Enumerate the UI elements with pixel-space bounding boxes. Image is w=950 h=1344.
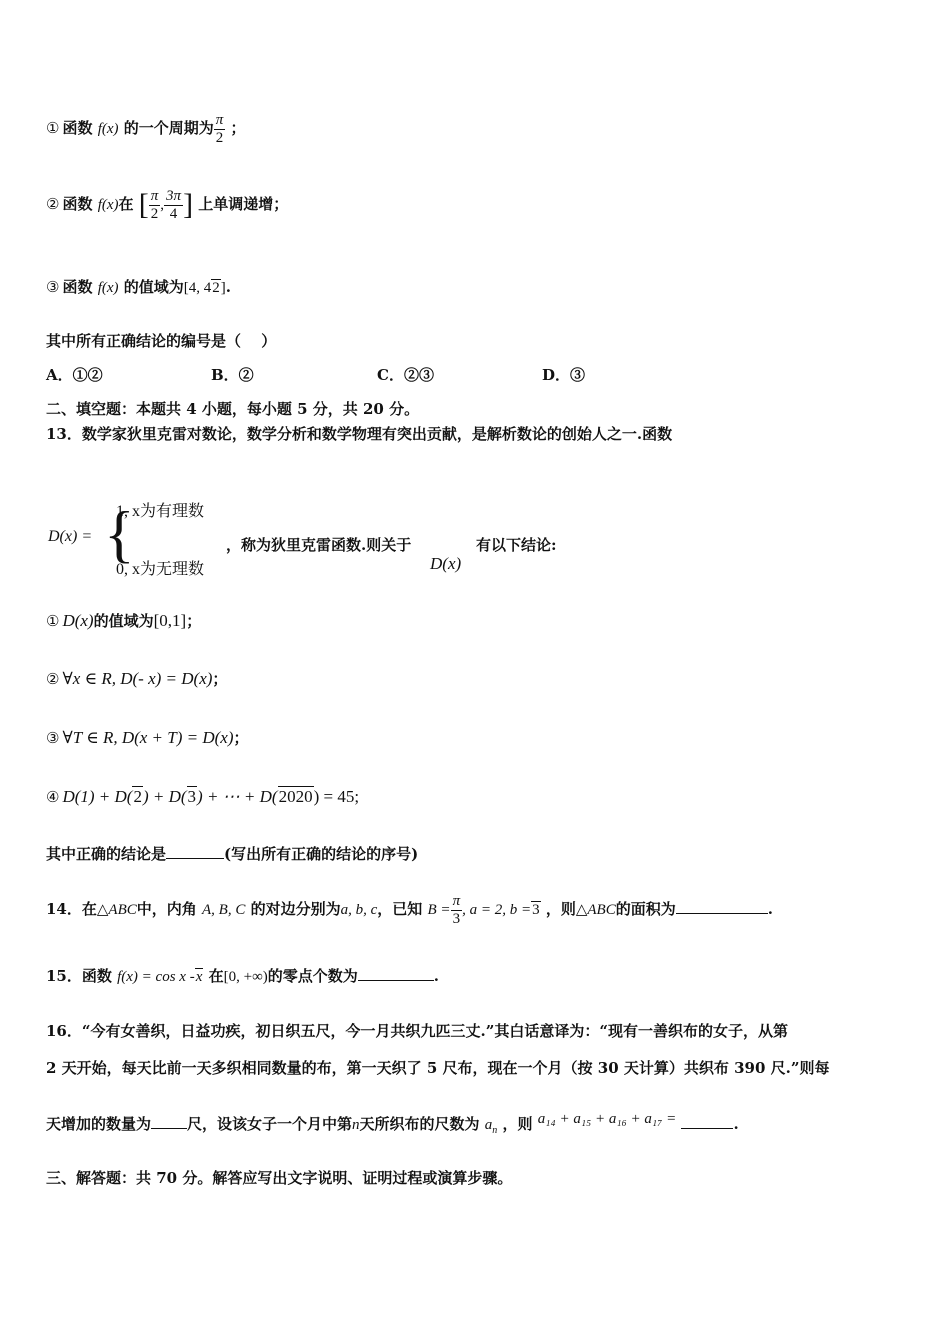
text: 其中正确的结论是 <box>46 845 167 863</box>
dx: D(x) <box>430 554 462 573</box>
text: ； <box>212 670 228 688</box>
sqrt-2: 2 <box>133 787 142 806</box>
text: 尺，设该女子一个月中第 <box>187 1115 353 1133</box>
circle-number: ③ <box>46 278 60 296</box>
text: . <box>225 278 232 296</box>
math: ) + ⋯ + D( <box>197 787 278 806</box>
text: 的一个周期为 <box>123 119 214 137</box>
math-a: a <box>484 1117 493 1133</box>
text: 上单调递增； <box>198 195 289 213</box>
dx: D(x) <box>62 611 94 630</box>
math: ∀T ∈ R, D(x + T) = D(x) <box>62 728 234 747</box>
circle-number: ② <box>46 670 60 688</box>
after-def: ，称为狄里克雷函数.则关于 <box>226 536 412 554</box>
math-fx: f(x) <box>97 197 119 213</box>
q13-definition <box>46 488 646 588</box>
answer-blank[interactable] <box>358 966 434 981</box>
math: ) = 45; <box>313 787 360 806</box>
text: 15．函数 <box>46 967 112 985</box>
q12-statement-2 <box>46 188 288 222</box>
q16-line-1: 16．“今有女善织，日益功疾，初日织五尺，今一月共织九匹三丈.”其白话意译为：“现有一善织布的女子，从第 <box>46 1022 788 1040</box>
section-3-heading: 三、解答题：共 70 分。解答应写出文字说明、证明过程或演算步骤。 <box>46 1169 513 1187</box>
angles: A, B, C <box>202 902 246 918</box>
math-fx: f(x) <box>97 121 119 137</box>
fraction-pi-over-2: $\frac{\pi}{2}$ <box>150 188 159 222</box>
text: ； <box>186 612 202 630</box>
math: ∀x ∈ R, D(- x) = D(x) <box>62 669 213 688</box>
text: 的对边分别为 <box>250 900 341 918</box>
answer-blank[interactable] <box>676 899 768 914</box>
math-n: n <box>352 1117 360 1133</box>
text: 中，内角 <box>136 900 197 918</box>
option-b: B．② <box>211 366 254 384</box>
math: ) + D( <box>142 787 187 806</box>
q12-statement-3 <box>46 276 231 297</box>
cond: , a = 2, b = <box>462 902 532 918</box>
sqrt-2020: 2020 <box>278 787 313 806</box>
text: 在 <box>208 967 224 985</box>
text: . <box>733 1115 739 1133</box>
sqrt-3: 3 <box>532 902 540 918</box>
q16-line-3 <box>46 1113 739 1136</box>
bracket-right: ] <box>183 188 194 221</box>
text: 14．在 <box>46 900 97 918</box>
text: 的零点个数为 <box>267 967 358 985</box>
circle-number: ② <box>46 195 60 213</box>
sides: a, b, c <box>340 902 378 918</box>
sqrt-x: x <box>195 969 203 985</box>
triangle: △ABC <box>96 902 137 918</box>
subscript-n: n <box>492 1125 498 1136</box>
text: 函数 <box>62 195 93 213</box>
section-2-heading: 二、填空题：本题共 4 小题，每小题 5 分，共 20 分。 <box>46 400 420 418</box>
range-start: [4, 4 <box>183 280 212 296</box>
answer-blank[interactable] <box>166 844 224 859</box>
q13-statement-4 <box>46 787 359 807</box>
text: (写出所有正确的结论的序号) <box>224 845 419 863</box>
q16-line-2: 2 天开始，每天比前一天多织相同数量的布，第一天织了 5 尺布，现在一个月（按 30 天计算）共织布 390 尺.”则每 <box>46 1059 830 1077</box>
case-2: 0, x为无理数 <box>116 561 205 578</box>
after-dx: 有以下结论: <box>476 536 557 554</box>
text: 的值域为 <box>123 278 184 296</box>
fraction-pi-over-2: $\frac{\pi}{2}$ <box>215 112 224 146</box>
cond: B = <box>427 902 451 918</box>
circle-number: ④ <box>46 788 60 806</box>
case-1: 1, x为有理数 <box>116 503 205 520</box>
q15 <box>46 965 439 986</box>
text: ，则 <box>545 900 576 918</box>
circle-number: ① <box>46 119 60 137</box>
q13-intro: 13．数学家狄里克雷对数论，数学分析和数学物理有突出贡献，是解析数论的创始人之一.函数 <box>46 425 673 443</box>
q12-question: 其中所有正确结论的编号是（ ） <box>46 332 277 350</box>
fraction-3pi-over-4: $\frac{3\pi}{4}$ <box>166 188 182 222</box>
q13-statement-2 <box>46 668 227 689</box>
text: ，则 <box>502 1115 533 1133</box>
option-c: C．②③ <box>377 366 434 384</box>
math-fx: f(x) <box>97 280 119 296</box>
option-a: A．①② <box>46 366 103 384</box>
circle-number: ① <box>46 612 60 630</box>
lhs: D(x) = <box>48 528 93 545</box>
text: 函数 <box>62 119 93 137</box>
sqrt-3: 3 <box>187 787 197 806</box>
q13-statement-1 <box>46 610 201 631</box>
range: [0,1] <box>153 611 187 630</box>
text: ，已知 <box>377 900 423 918</box>
fraction-pi-over-3: $\frac{\pi}{3}$ <box>452 893 461 927</box>
q12-statement-1 <box>46 112 246 146</box>
range-end: ] <box>220 280 226 296</box>
option-d: D．③ <box>542 366 586 384</box>
text: . <box>433 967 440 985</box>
text: 函数 <box>62 278 93 296</box>
sum-expression: a₁₄ + a₁₅ + a₁₆ + a₁₇ = <box>537 1111 677 1127</box>
bracket-left: [ <box>138 188 149 221</box>
answer-blank[interactable] <box>151 1114 187 1129</box>
math: D(1) + D( <box>62 787 133 806</box>
comma: , <box>160 197 165 213</box>
interval: [0, +∞) <box>223 969 268 985</box>
triangle: △ABC <box>575 902 616 918</box>
text: 的面积为 <box>615 900 676 918</box>
text: 天所织布的尺数为 <box>359 1115 480 1133</box>
q13-statement-3 <box>46 727 249 748</box>
q13-answer <box>46 843 418 864</box>
text: ； <box>230 119 246 137</box>
sqrt-2: 2 <box>212 280 220 296</box>
circle-number: ③ <box>46 729 60 747</box>
text: 的值域为 <box>93 612 154 630</box>
answer-blank[interactable] <box>681 1114 733 1129</box>
text: ； <box>233 729 249 747</box>
math: f(x) = cos x - <box>117 969 195 985</box>
text: 在 <box>118 195 134 213</box>
q14 <box>46 893 773 927</box>
text: 天增加的数量为 <box>46 1115 152 1133</box>
text: . <box>767 900 773 918</box>
brace: { <box>104 498 135 569</box>
